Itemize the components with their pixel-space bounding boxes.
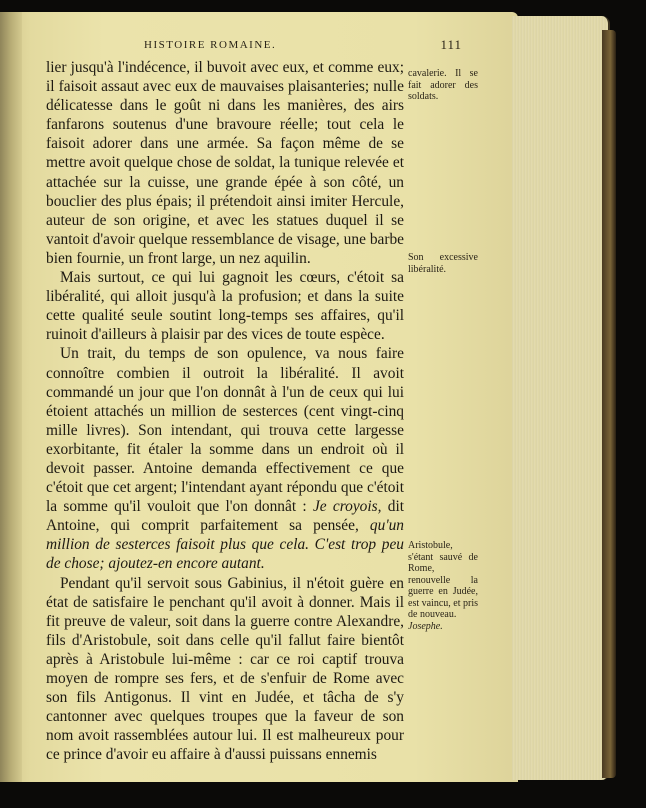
margin-note: Son excessive libéralité. bbox=[408, 252, 478, 275]
margin-note bbox=[408, 540, 478, 632]
paragraph: Pendant qu'il servoit sous Gabinius, il n'étoit guère en état de satisfaire le penchant qu'il avoit à donner. Mais il fit preuve de valeur, soit dans la guerre contre Alexandre, fils d'Aristobule, soit dans celle qu'il fallut faire bientôt après à Aristobule lui-même : car ce roi captif trouva moyen de rompre ses fers, et de s'enfuir de Rome avec son fils Antigonus. Il vint en Judée, et tâcha de s'y cantonner avec quelques troupes que la faveur de son nom avoit rassemblées autour lui. Il est malheureux pour ce prince d'avoir eu affaire à d'aussi puissans ennemis bbox=[46, 574, 404, 764]
margin-note-author: Josephe. bbox=[408, 620, 443, 632]
margin-note: cavalerie. Il se fait adorer des soldats. bbox=[408, 68, 478, 102]
paragraph bbox=[46, 344, 404, 573]
paragraph: lier jusqu'à l'indécence, il buvoit avec eux, et comme eux; il faisoit assaut avec eux de mauvaises plaisanteries; nulle délicatesse dans le goût ni dans les manières, des airs fanfarons soutenus d'une bravoure réelle; tout cela le faisoit adorer dans une armée. Sa façon même de se mettre avoit quelque chose de soldat, la tunique relevée et attachée sur la cuisse, une grande épée à son côté, un bouclier des plus épais; il prétendoit ainsi imiter Hercule, auteur de son origine, et avec les statues duquel il se vantoit d'avoir quelque ressemblance de visage, une barbe bien fournie, un front large, un nez aquilin. bbox=[46, 59, 404, 267]
margin-note-text: Aristobule, s'étant sauvé de Rome, renouvelle la guerre en Judée, est vaincu, et pris de nouveau. bbox=[408, 540, 478, 620]
running-header bbox=[48, 36, 462, 56]
page-gutter bbox=[0, 12, 22, 782]
quote-attribution: dit Antoine, qui comprit parfaitement sa pensée, bbox=[46, 498, 404, 535]
page-number: 111 bbox=[440, 37, 462, 52]
body-text bbox=[46, 58, 404, 764]
paragraph-text: Un trait, du temps de son opulence, va nous faire connoître combien il outroit la libéralité. Il avoit commandé un jour que l'on donnât à l'un de ceux qui lui étoient attachés un million de sesterces (cent vingt-cinq mille livres). Son intendant, qui trouva cette largesse exorbitante, fit étaler la somme dans un endroit où il devoit passer. Antoine demanda effectivement ce que c'étoit que cet argent; l'intendant ayant répondu que c'étoit la somme qu'il vouloit que l'on donnât : bbox=[46, 345, 404, 516]
quote-italic: Je croyois, bbox=[312, 498, 382, 516]
book-cover-edge bbox=[602, 30, 616, 778]
running-title: HISTOIRE ROMAINE. bbox=[144, 39, 277, 51]
paragraph: Mais surtout, ce qui lui gagnoit les cœurs, c'étoit sa libéralité, qui alloit jusqu'à la profusion; et dans la suite cette qualité seule soutint long-temps ses affaires, qu'il ruinoit d'ailleurs à plaisir par des vices de toute espèce. bbox=[46, 269, 404, 344]
page-fore-edge bbox=[512, 16, 610, 780]
quote-italic: qu'un million de sesterces faisoit plus que cela. C'est trop peu de chose; ajoutez-en encore autant. bbox=[46, 517, 404, 573]
